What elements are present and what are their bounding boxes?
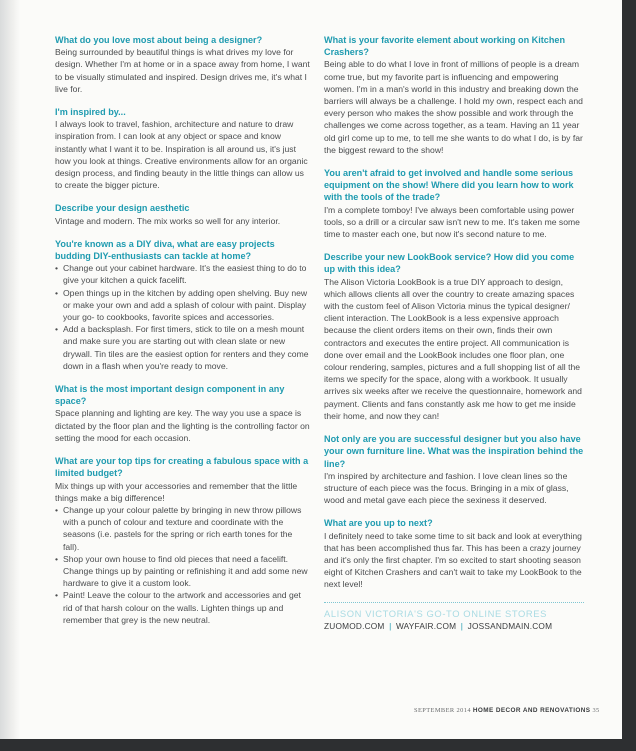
folio-issue: SEPTEMBER 2014 bbox=[414, 707, 471, 714]
list-item: • Add a backsplash. For first timers, stick to tile on a mesh mount and make sure you are starting out with clean slate or new drywall. Tin tiles are the easiest option for renters and they come down in a flash when you're ready to move. bbox=[55, 323, 310, 372]
question-heading: What are you up to next? bbox=[324, 518, 433, 529]
store-link-jossandmain[interactable]: JOSSANDMAIN.COM bbox=[467, 620, 553, 631]
answer-text: I always look to travel, fashion, architecture and nature to draw inspiration from. I can look at any object or space and know instantly what I want it to be. Inspiration is all around us, it's just how you look at things. Creative environments allow for an organic design process, and finding beauty in the little things can allow us to create the bigger picture. bbox=[55, 119, 308, 191]
page-fold-shadow bbox=[0, 0, 20, 739]
qa-block bbox=[55, 238, 310, 372]
answer-text: Space planning and lighting are key. The way you use a space is dictated by the floor plan and the lighting is the controlling factor on setting the mood for each occasion. bbox=[55, 408, 310, 443]
list-item: • Change up your colour palette by bringing in new throw pillows with a punch of colour and texture and coordinate with the seasons (i.e. pastels for the spring or rich earth tones for the fall). bbox=[55, 504, 310, 553]
qa-block bbox=[324, 167, 584, 240]
page-folio bbox=[414, 707, 600, 714]
question-heading: What is your favorite element about working on Kitchen Crashers? bbox=[324, 35, 566, 58]
background-edge-right bbox=[622, 0, 636, 751]
store-link-zuomod[interactable]: ZUOMOD.COM bbox=[324, 620, 385, 631]
store-link-wayfair[interactable]: WAYFAIR.COM bbox=[395, 620, 457, 631]
question-heading: You're known as a DIY diva, what are easy projects budding DIY-enthusiasts can tackle at home? bbox=[55, 238, 275, 262]
left-column bbox=[55, 34, 310, 637]
answer-text: I'm a complete tomboy! I've always been comfortable using power tools, so a drill or a circular saw isn't new to me. It's taken me some time to master each one, but now it's second nature to me. bbox=[324, 204, 580, 240]
qa-block bbox=[55, 106, 310, 191]
question-heading: You aren't afraid to get involved and handle some serious equipment on the show! Where did you learn how to work with the tools of the trade? bbox=[324, 168, 574, 203]
qa-block bbox=[55, 383, 310, 444]
qa-block bbox=[55, 34, 310, 95]
answer-text: Mix things up with your accessories and remember that the little things make a big difference! bbox=[55, 480, 298, 503]
list-item: • Shop your own house to find old pieces that need a facelift. Change things up by painting or refinishing it and add some new hardware to give it a custom look. bbox=[55, 553, 310, 590]
question-heading: I'm inspired by... bbox=[55, 107, 126, 118]
question-heading: Describe your new LookBook service? How did you come up with this idea? bbox=[324, 252, 575, 275]
bullet-list bbox=[55, 504, 310, 626]
answer-text: Vintage and modern. The mix works so well for any interior. bbox=[55, 215, 281, 226]
qa-block bbox=[324, 34, 584, 156]
stores-links bbox=[324, 620, 584, 632]
answer-text: Being surrounded by beautiful things is what drives my love for design. Whether I'm at home or in a space away from home, I want to be visually stimulated and inspired. Design drives me, it's what I live for. bbox=[55, 47, 310, 94]
list-item: • Change out your cabinet hardware. It's the easiest thing to do to give your kitchen a quick facelift. bbox=[55, 262, 310, 286]
list-item: • Open things up in the kitchen by adding open shelving. Buy new or make your own and add a splash of colour with paint. Display your go- to cookbooks, favorite spices and accessories. bbox=[55, 287, 310, 324]
folio-page-number: 35 bbox=[592, 707, 600, 714]
qa-block bbox=[324, 251, 584, 422]
separator: | bbox=[389, 620, 392, 631]
list-item: • Paint! Leave the colour to the artwork and accessories and get rid of that harsh colour on the walls. Lighten things up and remember that grey is the new neutral. bbox=[55, 589, 310, 626]
qa-block bbox=[55, 202, 310, 226]
qa-block bbox=[55, 455, 310, 626]
right-column bbox=[324, 34, 584, 632]
answer-text: Being able to do what I love in front of millions of people is a dream come true, but my favorite part is influencing and empowering women. I'm in a man's world in this industry and breaking down the barriers will always be a challenge. I hold my own, respect each and every person who makes the show possible and work through the challenges we come across together, as a team. Having an 11 year old girl come up to me, to tell me she wants to do what I do, is by far the biggest reward to the show! bbox=[324, 59, 583, 155]
question-heading: Describe your design aesthetic bbox=[55, 203, 190, 214]
answer-text: The Alison Victoria LookBook is a true DIY approach to design, which allows clients all over the country to create amazing spaces with the custom feel of Alison Victoria minus the typical designer/ client interaction. The LookBook is a less expensive approach because the client orders items on their own, finds their own contractors and executes the entire project. All communication is done over email and the LookBook includes one floor plan, one colour rendering, samples, pictures and a full shopping list of all the items we specify for the space, along with a workbook. It usually arrives six weeks after we receive the questionnaire, homework and payment. Clients and fans constantly ask me how to get me inside their home, and now they can! bbox=[324, 276, 582, 421]
background-edge-bottom bbox=[0, 739, 636, 751]
question-heading: What do you love most about being a designer? bbox=[55, 35, 263, 45]
separator: | bbox=[460, 620, 464, 631]
bullet-list bbox=[55, 262, 310, 372]
answer-text: I definitely need to take some time to sit back and look at everything that has been accomplished thus far. This has been a crazy journey and it's only the first chapter. I'm so excited to start shooting season eight of Kitchen Crashers and can't wait to take my LookBook to the next level! bbox=[324, 530, 582, 590]
folio-magazine: HOME DECOR AND RENOVATIONS bbox=[472, 707, 591, 714]
question-heading: Not only are you are successful designer but you also have your own furniture line. What was the inspiration behind the line? bbox=[324, 434, 584, 469]
question-heading: What is the most important design component in any space? bbox=[55, 384, 285, 407]
qa-block bbox=[324, 517, 584, 590]
answer-text: I'm inspired by architecture and fashion. I love clean lines so the structure of each piece was the focus. Bringing in a mix of glass, wood and metal gave each piece the sexiness it deserved. bbox=[324, 470, 569, 506]
online-stores-box bbox=[324, 602, 584, 632]
question-heading: What are your top tips for creating a fabulous space with a limited budget? bbox=[55, 456, 309, 479]
qa-block bbox=[324, 433, 584, 506]
stores-title: ALISON VICTORIA'S GO-TO ONLINE STORES bbox=[324, 607, 547, 619]
